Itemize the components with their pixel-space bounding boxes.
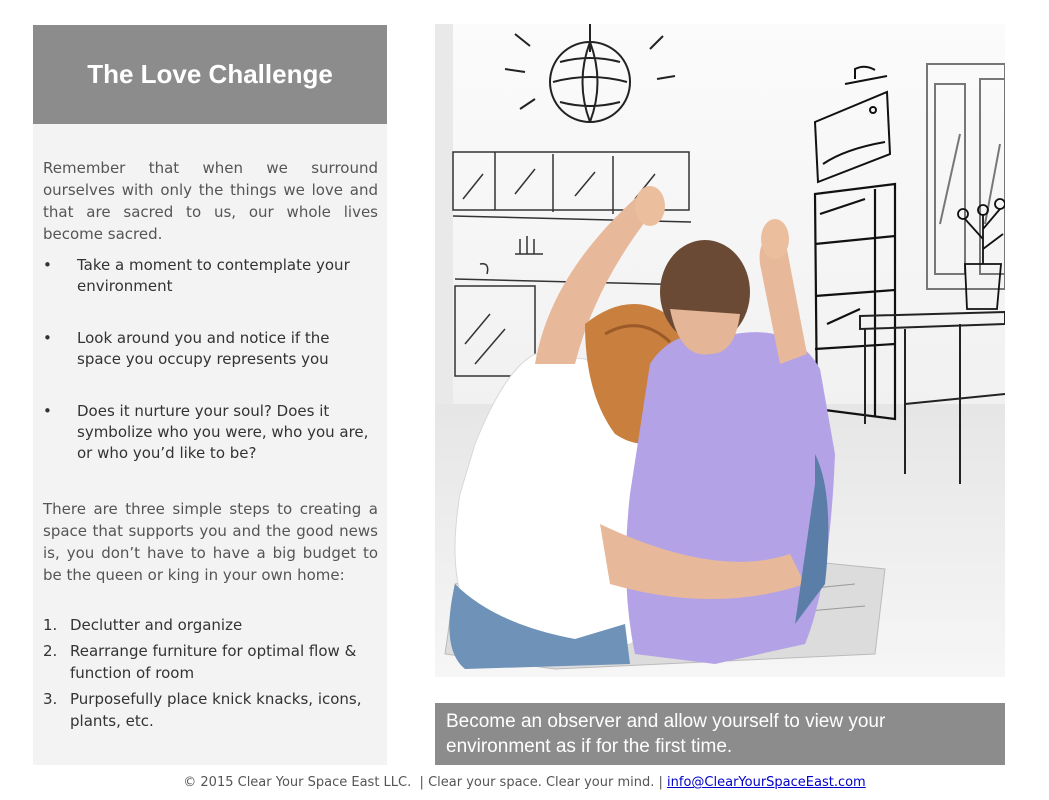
step-number: 1.: [43, 616, 58, 634]
bullet-item: • Take a moment to contemplate your environment: [43, 255, 378, 297]
step-item: [43, 640, 378, 684]
couple-photo: [435, 24, 1005, 677]
step-text: Declutter and organize: [70, 616, 243, 634]
bullet-item: • Look around you and notice if the space you occupy represents you: [43, 328, 378, 370]
left-panel: [33, 25, 387, 765]
step-number: 3.: [43, 690, 58, 708]
caption-text: Become an observer and allow yourself to view your environment as if for the first time.: [446, 711, 886, 757]
bullet-item: • Does it nurture your soul? Does it symbolize who you were, who you are, or who you’d like to be?: [43, 401, 378, 464]
step-text: Purposefully place knick knacks, icons, plants, etc.: [70, 690, 362, 730]
footer-separator: |: [658, 775, 663, 790]
step-item: [43, 614, 378, 636]
footer-separator: |: [419, 775, 424, 790]
outro-paragraph: There are three simple steps to creating a space that supports you and the good news is, you don’t have to have a big budget to be the queen or king in your own home:: [43, 500, 378, 584]
step-text: Rearrange furniture for optimal flow & function of room: [70, 642, 357, 682]
step-number: 2.: [43, 642, 58, 660]
email-link[interactable]: info@ClearYourSpaceEast.com: [667, 775, 866, 790]
title-bar: [33, 25, 387, 124]
footer: [0, 775, 1049, 790]
intro-paragraph: Remember that when we surround ourselves with only the things we love and that are sacred to us, our whole lives become sacred.: [43, 159, 378, 243]
footer-copyright: © 2015 Clear Your Space East LLC.: [183, 775, 412, 790]
step-item: [43, 688, 378, 732]
bullet-list: [43, 255, 378, 495]
page-title: The Love Challenge: [87, 59, 333, 89]
room-illustration: [435, 24, 1005, 677]
footer-tagline: Clear your space. Clear your mind.: [428, 775, 655, 790]
caption-bar: [435, 703, 1005, 765]
steps-list: [43, 614, 378, 736]
